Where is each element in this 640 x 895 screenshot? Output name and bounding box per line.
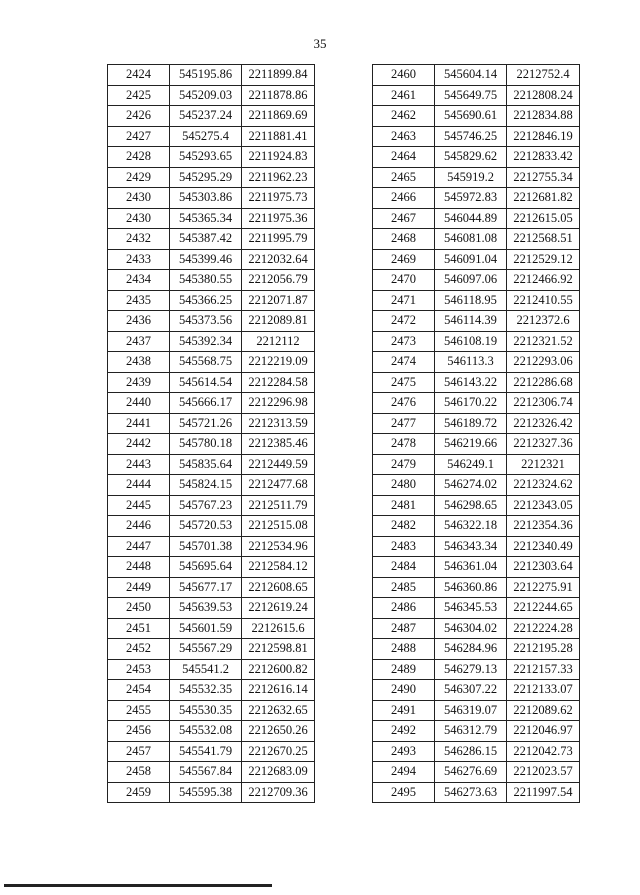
x-coordinate-cell: 546249.1 [435,454,507,475]
point-number-cell: 2482 [373,516,435,537]
y-coordinate-cell: 2211997.54 [507,782,580,803]
y-coordinate-cell: 2212219.09 [242,352,315,373]
point-number-cell: 2470 [373,270,435,291]
point-number-cell: 2437 [108,331,170,352]
table-row [108,741,315,762]
y-coordinate-cell: 2212833.42 [507,147,580,168]
point-number-cell: 2455 [108,700,170,721]
table-row [108,249,315,270]
x-coordinate-cell: 545614.54 [170,372,242,393]
y-coordinate-cell: 2212670.25 [242,741,315,762]
table-row [373,598,580,619]
point-number-cell: 2486 [373,598,435,619]
table-row [108,147,315,168]
table-row [373,516,580,537]
x-coordinate-cell: 546322.18 [435,516,507,537]
x-coordinate-cell: 545380.55 [170,270,242,291]
y-coordinate-cell: 2212709.36 [242,782,315,803]
table-row [373,393,580,414]
x-coordinate-cell: 545677.17 [170,577,242,598]
table-row [373,85,580,106]
point-number-cell: 2477 [373,413,435,434]
y-coordinate-cell: 2212343.05 [507,495,580,516]
x-coordinate-cell: 546274.02 [435,475,507,496]
x-coordinate-cell: 545972.83 [435,188,507,209]
point-number-cell: 2429 [108,167,170,188]
point-number-cell: 2434 [108,270,170,291]
x-coordinate-cell: 546279.13 [435,659,507,680]
x-coordinate-cell: 546081.08 [435,229,507,250]
y-coordinate-cell: 2212385.46 [242,434,315,455]
coordinates-table-right [372,64,580,803]
table-row [373,188,580,209]
point-number-cell: 2438 [108,352,170,373]
x-coordinate-cell: 546170.22 [435,393,507,414]
table-row [108,639,315,660]
x-coordinate-cell: 546189.72 [435,413,507,434]
x-coordinate-cell: 545746.25 [435,126,507,147]
x-coordinate-cell: 545649.75 [435,85,507,106]
table-row [108,475,315,496]
point-number-cell: 2430 [108,188,170,209]
point-number-cell: 2461 [373,85,435,106]
table-row [108,536,315,557]
table-row [108,106,315,127]
x-coordinate-cell: 546114.39 [435,311,507,332]
x-coordinate-cell: 545530.35 [170,700,242,721]
x-coordinate-cell: 546219.66 [435,434,507,455]
y-coordinate-cell: 2212042.73 [507,741,580,762]
x-coordinate-cell: 546307.22 [435,680,507,701]
point-number-cell: 2479 [373,454,435,475]
point-number-cell: 2480 [373,475,435,496]
table-row [108,290,315,311]
point-number-cell: 2430 [108,208,170,229]
x-coordinate-cell: 546343.34 [435,536,507,557]
x-coordinate-cell: 545829.62 [435,147,507,168]
table-row [373,741,580,762]
table-row [373,454,580,475]
x-coordinate-cell: 545541.2 [170,659,242,680]
point-number-cell: 2467 [373,208,435,229]
table-row [373,680,580,701]
table-row [108,557,315,578]
y-coordinate-cell: 2212600.82 [242,659,315,680]
table-row [373,639,580,660]
x-coordinate-cell: 545365.34 [170,208,242,229]
x-coordinate-cell: 545567.84 [170,762,242,783]
y-coordinate-cell: 2212327.36 [507,434,580,455]
x-coordinate-cell: 546286.15 [435,741,507,762]
point-number-cell: 2495 [373,782,435,803]
point-number-cell: 2493 [373,741,435,762]
x-coordinate-cell: 545209.03 [170,85,242,106]
point-number-cell: 2456 [108,721,170,742]
table-row [108,311,315,332]
x-coordinate-cell: 545387.42 [170,229,242,250]
point-number-cell: 2428 [108,147,170,168]
table-row [373,290,580,311]
table-row [373,557,580,578]
table-row [108,331,315,352]
table-row [108,393,315,414]
point-number-cell: 2492 [373,721,435,742]
point-number-cell: 2465 [373,167,435,188]
point-number-cell: 2462 [373,106,435,127]
point-number-cell: 2433 [108,249,170,270]
point-number-cell: 2474 [373,352,435,373]
point-number-cell: 2432 [108,229,170,250]
y-coordinate-cell: 2212584.12 [242,557,315,578]
x-coordinate-cell: 546108.19 [435,331,507,352]
x-coordinate-cell: 546345.53 [435,598,507,619]
y-coordinate-cell: 2211995.79 [242,229,315,250]
table-row [373,434,580,455]
y-coordinate-cell: 2212752.4 [507,65,580,86]
x-coordinate-cell: 545399.46 [170,249,242,270]
point-number-cell: 2463 [373,126,435,147]
x-coordinate-cell: 545568.75 [170,352,242,373]
y-coordinate-cell: 2212032.64 [242,249,315,270]
y-coordinate-cell: 2212568.51 [507,229,580,250]
x-coordinate-cell: 545780.18 [170,434,242,455]
x-coordinate-cell: 545835.64 [170,454,242,475]
x-coordinate-cell: 545595.38 [170,782,242,803]
y-coordinate-cell: 2212449.59 [242,454,315,475]
y-coordinate-cell: 2212410.55 [507,290,580,311]
table-row [108,659,315,680]
y-coordinate-cell: 2212515.08 [242,516,315,537]
x-coordinate-cell: 545695.64 [170,557,242,578]
coordinates-table-left [107,64,315,803]
y-coordinate-cell: 2212296.98 [242,393,315,414]
y-coordinate-cell: 2212293.06 [507,352,580,373]
point-number-cell: 2464 [373,147,435,168]
y-coordinate-cell: 2212608.65 [242,577,315,598]
point-number-cell: 2436 [108,311,170,332]
table-row [373,167,580,188]
point-number-cell: 2468 [373,229,435,250]
table-row [373,475,580,496]
x-coordinate-cell: 546304.02 [435,618,507,639]
table-row [108,454,315,475]
point-number-cell: 2457 [108,741,170,762]
x-coordinate-cell: 545601.59 [170,618,242,639]
y-coordinate-cell: 2212284.58 [242,372,315,393]
table-row [373,331,580,352]
y-coordinate-cell: 2212244.65 [507,598,580,619]
y-coordinate-cell: 2212089.81 [242,311,315,332]
y-coordinate-cell: 2211881.41 [242,126,315,147]
y-coordinate-cell: 2212023.57 [507,762,580,783]
table-row [108,598,315,619]
point-number-cell: 2483 [373,536,435,557]
point-number-cell: 2445 [108,495,170,516]
y-coordinate-cell: 2212133.07 [507,680,580,701]
x-coordinate-cell: 546118.95 [435,290,507,311]
point-number-cell: 2448 [108,557,170,578]
table-row [373,311,580,332]
y-coordinate-cell: 2212683.09 [242,762,315,783]
point-number-cell: 2475 [373,372,435,393]
point-number-cell: 2454 [108,680,170,701]
point-number-cell: 2491 [373,700,435,721]
x-coordinate-cell: 545237.24 [170,106,242,127]
table-row [108,208,315,229]
x-coordinate-cell: 545919.2 [435,167,507,188]
table-row [373,126,580,147]
y-coordinate-cell: 2212313.59 [242,413,315,434]
point-number-cell: 2481 [373,495,435,516]
table-row [373,229,580,250]
point-number-cell: 2446 [108,516,170,537]
y-coordinate-cell: 2212056.79 [242,270,315,291]
table-row [108,126,315,147]
point-number-cell: 2488 [373,639,435,660]
y-coordinate-cell: 2212477.68 [242,475,315,496]
table-row [373,782,580,803]
point-number-cell: 2471 [373,290,435,311]
y-coordinate-cell: 2212321.52 [507,331,580,352]
point-number-cell: 2441 [108,413,170,434]
y-coordinate-cell: 2212598.81 [242,639,315,660]
x-coordinate-cell: 545293.65 [170,147,242,168]
x-coordinate-cell: 545567.29 [170,639,242,660]
x-coordinate-cell: 545720.53 [170,516,242,537]
point-number-cell: 2442 [108,434,170,455]
y-coordinate-cell: 2211924.83 [242,147,315,168]
table-row [373,352,580,373]
y-coordinate-cell: 2212615.6 [242,618,315,639]
table-row [108,434,315,455]
table-row [108,372,315,393]
x-coordinate-cell: 546143.22 [435,372,507,393]
y-coordinate-cell: 2212511.79 [242,495,315,516]
point-number-cell: 2472 [373,311,435,332]
point-number-cell: 2425 [108,85,170,106]
x-coordinate-cell: 545366.25 [170,290,242,311]
y-coordinate-cell: 2211869.69 [242,106,315,127]
x-coordinate-cell: 546273.63 [435,782,507,803]
y-coordinate-cell: 2212112 [242,331,315,352]
point-number-cell: 2473 [373,331,435,352]
y-coordinate-cell: 2212372.6 [507,311,580,332]
point-number-cell: 2458 [108,762,170,783]
table-row [108,352,315,373]
point-number-cell: 2452 [108,639,170,660]
y-coordinate-cell: 2212834.88 [507,106,580,127]
point-number-cell: 2450 [108,598,170,619]
point-number-cell: 2478 [373,434,435,455]
table-row [108,680,315,701]
table-row [373,762,580,783]
x-coordinate-cell: 546091.04 [435,249,507,270]
table-row [108,618,315,639]
x-coordinate-cell: 545767.23 [170,495,242,516]
x-coordinate-cell: 546298.65 [435,495,507,516]
point-number-cell: 2460 [373,65,435,86]
y-coordinate-cell: 2212195.28 [507,639,580,660]
y-coordinate-cell: 2211878.86 [242,85,315,106]
table-row [373,495,580,516]
table-row [108,413,315,434]
table-row [373,618,580,639]
point-number-cell: 2487 [373,618,435,639]
table-row [373,147,580,168]
x-coordinate-cell: 545604.14 [435,65,507,86]
y-coordinate-cell: 2212157.33 [507,659,580,680]
table-row [373,721,580,742]
x-coordinate-cell: 545532.08 [170,721,242,742]
x-coordinate-cell: 546361.04 [435,557,507,578]
y-coordinate-cell: 2212616.14 [242,680,315,701]
y-coordinate-cell: 2212615.05 [507,208,580,229]
y-coordinate-cell: 2212275.91 [507,577,580,598]
y-coordinate-cell: 2212619.24 [242,598,315,619]
x-coordinate-cell: 545824.15 [170,475,242,496]
y-coordinate-cell: 2212089.62 [507,700,580,721]
y-coordinate-cell: 2212286.68 [507,372,580,393]
y-coordinate-cell: 2212340.49 [507,536,580,557]
table-row [373,577,580,598]
y-coordinate-cell: 2212529.12 [507,249,580,270]
table-row [373,700,580,721]
x-coordinate-cell: 545295.29 [170,167,242,188]
y-coordinate-cell: 2212632.65 [242,700,315,721]
x-coordinate-cell: 546044.89 [435,208,507,229]
table-row [373,536,580,557]
y-coordinate-cell: 2212303.64 [507,557,580,578]
point-number-cell: 2451 [108,618,170,639]
y-coordinate-cell: 2212046.97 [507,721,580,742]
table-row [108,762,315,783]
table-row [108,782,315,803]
x-coordinate-cell: 545303.86 [170,188,242,209]
table-row [108,721,315,742]
y-coordinate-cell: 2212321 [507,454,580,475]
y-coordinate-cell: 2212466.92 [507,270,580,291]
point-number-cell: 2484 [373,557,435,578]
table-row [108,700,315,721]
table-row [108,229,315,250]
point-number-cell: 2435 [108,290,170,311]
page-number: 35 [313,36,327,51]
x-coordinate-cell: 545639.53 [170,598,242,619]
point-number-cell: 2443 [108,454,170,475]
point-number-cell: 2424 [108,65,170,86]
table-row [108,188,315,209]
table-row [108,495,315,516]
point-number-cell: 2449 [108,577,170,598]
table-row [373,65,580,86]
point-number-cell: 2494 [373,762,435,783]
y-coordinate-cell: 2212224.28 [507,618,580,639]
y-coordinate-cell: 2212808.24 [507,85,580,106]
x-coordinate-cell: 545721.26 [170,413,242,434]
y-coordinate-cell: 2212306.74 [507,393,580,414]
table-row [373,106,580,127]
point-number-cell: 2459 [108,782,170,803]
x-coordinate-cell: 545275.4 [170,126,242,147]
y-coordinate-cell: 2212326.42 [507,413,580,434]
y-coordinate-cell: 2211975.73 [242,188,315,209]
y-coordinate-cell: 2212354.36 [507,516,580,537]
x-coordinate-cell: 545690.61 [435,106,507,127]
table-row [373,372,580,393]
point-number-cell: 2466 [373,188,435,209]
x-coordinate-cell: 546284.96 [435,639,507,660]
x-coordinate-cell: 545392.34 [170,331,242,352]
footer-rule [4,884,272,887]
table-row [108,577,315,598]
y-coordinate-cell: 2211975.36 [242,208,315,229]
x-coordinate-cell: 546360.86 [435,577,507,598]
point-number-cell: 2427 [108,126,170,147]
y-coordinate-cell: 2212846.19 [507,126,580,147]
x-coordinate-cell: 545666.17 [170,393,242,414]
y-coordinate-cell: 2212534.96 [242,536,315,557]
point-number-cell: 2444 [108,475,170,496]
point-number-cell: 2453 [108,659,170,680]
point-number-cell: 2476 [373,393,435,414]
point-number-cell: 2447 [108,536,170,557]
table-row [108,270,315,291]
y-coordinate-cell: 2211899.84 [242,65,315,86]
table-row [373,208,580,229]
point-number-cell: 2439 [108,372,170,393]
point-number-cell: 2469 [373,249,435,270]
x-coordinate-cell: 546319.07 [435,700,507,721]
point-number-cell: 2426 [108,106,170,127]
table-row [373,270,580,291]
y-coordinate-cell: 2212650.26 [242,721,315,742]
point-number-cell: 2490 [373,680,435,701]
x-coordinate-cell: 545195.86 [170,65,242,86]
x-coordinate-cell: 546113.3 [435,352,507,373]
y-coordinate-cell: 2212324.62 [507,475,580,496]
table-row [108,85,315,106]
x-coordinate-cell: 545532.35 [170,680,242,701]
table-row [373,413,580,434]
x-coordinate-cell: 546097.06 [435,270,507,291]
point-number-cell: 2440 [108,393,170,414]
x-coordinate-cell: 545541.79 [170,741,242,762]
x-coordinate-cell: 545373.56 [170,311,242,332]
table-row [373,659,580,680]
y-coordinate-cell: 2211962.23 [242,167,315,188]
y-coordinate-cell: 2212681.82 [507,188,580,209]
y-coordinate-cell: 2212071.87 [242,290,315,311]
y-coordinate-cell: 2212755.34 [507,167,580,188]
x-coordinate-cell: 545701.38 [170,536,242,557]
table-row [108,167,315,188]
table-row [108,65,315,86]
x-coordinate-cell: 546312.79 [435,721,507,742]
point-number-cell: 2489 [373,659,435,680]
x-coordinate-cell: 546276.69 [435,762,507,783]
point-number-cell: 2485 [373,577,435,598]
table-row [373,249,580,270]
table-row [108,516,315,537]
